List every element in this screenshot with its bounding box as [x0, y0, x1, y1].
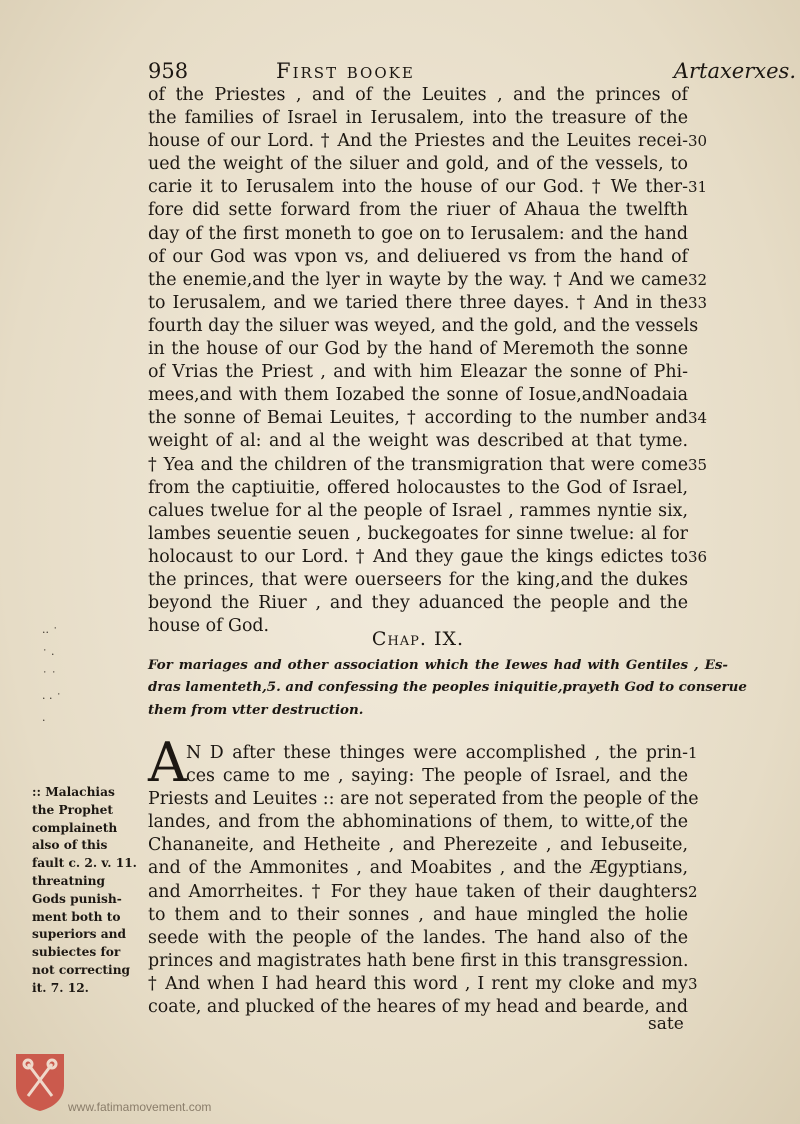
argument-line: them from vtter destruction.: [148, 701, 364, 718]
margin-note-line: also of this: [32, 838, 108, 853]
margin-note-line: subiectes for: [32, 945, 121, 960]
margin-ornament-marks: ·· ˙ ˙ · ˙ ˙ · · ˙ ·: [42, 626, 62, 727]
chapter-body-text: [148, 731, 699, 1019]
text-line: of our God was vpon vs, and deliuered vs from the hand of: [148, 246, 688, 267]
text-line: the enemie,and the lyer in wayte by the way. † And we came: [148, 269, 688, 290]
text-line: of Vrias the Priest , and with him Eleazar the sonne of Phi-: [148, 362, 688, 383]
text-line: calues twelue for al the people of Israel , rammes nyntie six,: [148, 500, 688, 521]
text-line: † Yea and the children of the transmigration that were come: [148, 454, 688, 475]
running-head: [148, 58, 796, 84]
margin-note: [32, 784, 144, 998]
chapter-text-line: N D after these thinges were accomplished , the prin-: [186, 743, 688, 763]
text-line: holocaust to our Lord. † And they gaue the kings edictes to: [148, 546, 688, 567]
margin-note-line: the Prophet: [32, 802, 113, 817]
margin-note-line: Gods punish-: [32, 891, 122, 906]
verse-number: 1: [688, 744, 698, 762]
verse-number: 31: [688, 178, 708, 197]
chapter-text-line: princes and magistrates hath bene first in this transgression.: [148, 950, 689, 971]
text-line: the princes, that were ouerseers for the king,and the dukes: [148, 569, 688, 590]
verse-number: 2: [688, 882, 698, 901]
running-title: Artaxerxes.: [673, 59, 796, 83]
text-line: fore did sette forward from the riuer of Ahaua the twelfth: [148, 200, 688, 221]
margin-note-line: :: Malachias: [32, 785, 115, 799]
chapter-text-line: and Amorrheites. † For they haue taken of their daughters: [148, 881, 688, 902]
book-title: First booke: [276, 59, 415, 83]
text-line: the families of Israel in Ierusalem, into the treasure of the: [148, 108, 688, 129]
footer-url[interactable]: www.fatimamovement.com: [68, 1100, 212, 1114]
text-line: house of God.: [148, 616, 270, 637]
text-line: lambes seuentie seuen , buckegoates for sinne twelue: al for: [148, 523, 688, 544]
margin-note-line: complaineth: [32, 820, 118, 835]
verse-number: 3: [688, 975, 698, 993]
chapter-heading: Chap. IX.: [371, 628, 465, 650]
text-line: fourth day the siluer was weyed, and the gold, and the vessels: [148, 315, 699, 336]
verse-number: 30: [688, 132, 708, 151]
chapter-text-line: ces came to me , saying: The people of Israel, and the: [186, 766, 688, 787]
text-line: to Ierusalem, and we taried there three dayes. † And in the: [148, 292, 688, 313]
chapter-text-line: † And when I had heard this word , I rent my cloke and my: [148, 973, 688, 994]
verse-number: 32: [688, 270, 708, 289]
text-line: house of our Lord. † And the Priestes and the Leuites recei-: [148, 131, 688, 152]
text-line: in the house of our God by the hand of Meremoth the sonne: [148, 339, 688, 360]
text-line: carie it to Ierusalem into the house of our God. † We ther-: [148, 177, 688, 198]
chapter-text-line: Priests and Leuites :: are not seperated from the people of the: [148, 789, 699, 810]
text-line: beyond the Riuer , and they aduanced the people and the: [148, 593, 688, 614]
margin-note-line: threatning: [32, 873, 106, 888]
argument-line: dras lamenteth,5. and confessing the peoples iniquitie,prayeth God to conserue: [148, 679, 747, 696]
verse-number: 36: [688, 548, 708, 566]
chapter-text-line: and of the Ammonites , and Moabites , and the Ægyptians,: [148, 858, 688, 879]
chapter-argument: [148, 654, 747, 721]
text-line: day of the first moneth to goe on to Ierusalem: and the hand: [148, 223, 688, 244]
margin-note-line: it. 7. 12.: [32, 980, 89, 995]
margin-note-line: ment both to: [32, 909, 121, 924]
margin-note-line: fault c. 2. v. 11.: [32, 856, 137, 871]
shield-logo-icon: [14, 1052, 66, 1112]
drop-cap: A: [148, 731, 187, 794]
verse-number: 34: [688, 409, 708, 428]
argument-line: For mariages and other association which the Iewes had with Gentiles , Es-: [148, 657, 728, 673]
chapter-text-line: to them and to their sonnes , and haue mingled the holie: [148, 904, 688, 925]
verse-number: 35: [688, 455, 708, 474]
text-line: weight of al: and al the weight was described at that tyme.: [148, 431, 688, 452]
margin-note-line: superiors and: [32, 927, 126, 942]
text-line: mees,and with them Iozabed the sonne of Iosue,andNoadaia: [148, 385, 688, 406]
verse-number: 33: [688, 293, 708, 312]
text-line: the sonne of Bemai Leuites, † according to the number and: [148, 408, 688, 429]
chapter-text-line: Chananeite, and Hetheite , and Pherezeite , and Iebuseite,: [148, 835, 688, 856]
catchword: sate: [648, 1014, 684, 1034]
text-line: ued the weight of the siluer and gold, and of the vessels, to: [148, 154, 688, 175]
text-line: of the Priestes , and of the Leuites , and the princes of: [148, 85, 688, 105]
page-number: 958: [148, 59, 189, 83]
chapter-text-line: seede with the people of the landes. The hand also of the: [148, 927, 688, 948]
margin-note-line: not correcting: [32, 962, 131, 977]
chapter-text-line: landes, and from the abhominations of them, to witte,of the: [148, 812, 688, 833]
chapter-text-line: coate, and plucked of the heares of my head and bearde, and: [148, 997, 688, 1018]
text-line: from the captiuitie, offered holocaustes to the God of Israel,: [148, 477, 688, 498]
